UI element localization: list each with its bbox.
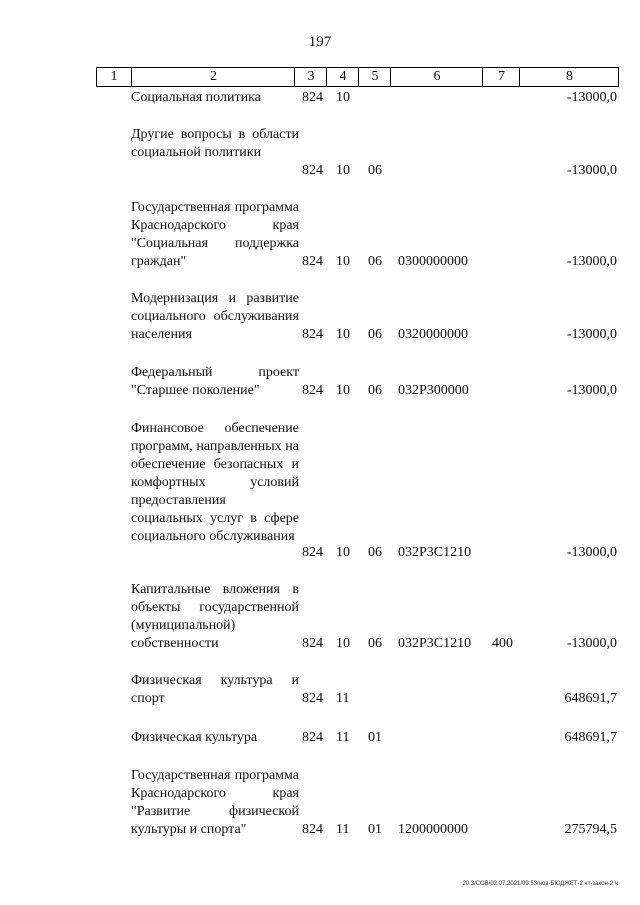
row-name: Физическая культура и спорт <box>131 673 299 706</box>
row-col-6: 1200000000 <box>398 822 468 837</box>
row-col-4: 10 <box>336 636 350 651</box>
row-col-3: 824 <box>302 254 323 269</box>
row-col-4: 10 <box>336 90 350 105</box>
row-name: Модернизация и развитие социального обслуживания населения <box>131 291 299 342</box>
row-col-5: 06 <box>368 545 382 560</box>
row-col-6: 032P300000 <box>398 383 469 398</box>
row-col-3: 824 <box>302 822 323 837</box>
row-col-3: 824 <box>302 327 323 342</box>
header-col-4: 4 <box>326 68 359 86</box>
row-col-7: 400 <box>492 636 513 651</box>
row-col-4: 11 <box>336 730 350 745</box>
row-name: Федеральный проект "Старшее поколение" <box>131 365 299 398</box>
page-number: 197 <box>308 34 332 50</box>
row-col-8: 275794,5 <box>564 822 617 837</box>
row-col-8: -13000,0 <box>566 327 617 342</box>
row-name: Социальная политика <box>131 90 261 105</box>
row-col-3: 824 <box>302 163 323 178</box>
row-name: Финансовое обеспечение программ, направленных на обеспечение безопасных и комфортных условий предоставления социальных услуг в сфере социального обслуживания <box>131 421 299 544</box>
row-col-5: 01 <box>368 822 382 837</box>
row-col-3: 824 <box>302 383 323 398</box>
row-col-3: 824 <box>302 636 323 651</box>
row-col-4: 11 <box>336 822 350 837</box>
row-col-5: 06 <box>368 383 382 398</box>
row-col-4: 10 <box>336 163 350 178</box>
row-col-4: 10 <box>336 327 350 342</box>
row-col-8: -13000,0 <box>566 90 617 105</box>
header-col-8: 8 <box>519 68 619 86</box>
row-col-3: 824 <box>302 90 323 105</box>
row-col-6: 0300000000 <box>398 254 468 269</box>
row-col-8: -13000,0 <box>566 545 617 560</box>
row-name: Государственная программа Краснодарского края "Развитие физической культуры и спорта" <box>131 768 299 837</box>
header-col-6: 6 <box>390 68 483 86</box>
header-col-3: 3 <box>294 68 327 86</box>
row-col-3: 824 <box>302 545 323 560</box>
row-col-6: 0320000000 <box>398 327 468 342</box>
row-name: Другие вопросы в области социальной политики <box>131 127 299 160</box>
row-name: Капитальные вложения в объекты государственной (муниципальной) собственности <box>131 582 299 651</box>
row-col-6: 032P3C1210 <box>398 636 472 651</box>
header-col-1: 1 <box>110 69 118 84</box>
row-col-8: 648691,7 <box>564 730 617 745</box>
row-col-8: -13000,0 <box>566 636 617 651</box>
row-col-8: -13000,0 <box>566 163 617 178</box>
row-col-5: 06 <box>368 254 382 269</box>
row-col-8: -13000,0 <box>566 254 617 269</box>
row-name: Государственная программа Краснодарского края "Социальная поддержка граждан" <box>131 200 299 269</box>
row-col-3: 824 <box>302 730 323 745</box>
row-col-8: 648691,7 <box>564 691 617 706</box>
row-col-5: 01 <box>368 730 382 745</box>
row-name: Физическая культура <box>131 730 258 745</box>
header-col-2: 2 <box>131 68 295 86</box>
header-col-7: 7 <box>482 68 520 86</box>
row-col-8: -13000,0 <box>566 383 617 398</box>
footer-stamp: 20.3/СОВ/02.07.2021/09:53/нов-БЮДЖЕТ-2 чт-закон-2 ч <box>462 881 618 887</box>
row-col-5: 06 <box>368 636 382 651</box>
row-col-4: 11 <box>336 691 350 706</box>
header-col-5: 5 <box>358 68 391 86</box>
row-col-3: 824 <box>302 691 323 706</box>
row-col-4: 10 <box>336 545 350 560</box>
row-col-4: 10 <box>336 254 350 269</box>
row-col-4: 10 <box>336 383 350 398</box>
row-col-6: 032P3C1210 <box>398 545 472 560</box>
row-col-5: 06 <box>368 327 382 342</box>
row-col-5: 06 <box>368 163 382 178</box>
